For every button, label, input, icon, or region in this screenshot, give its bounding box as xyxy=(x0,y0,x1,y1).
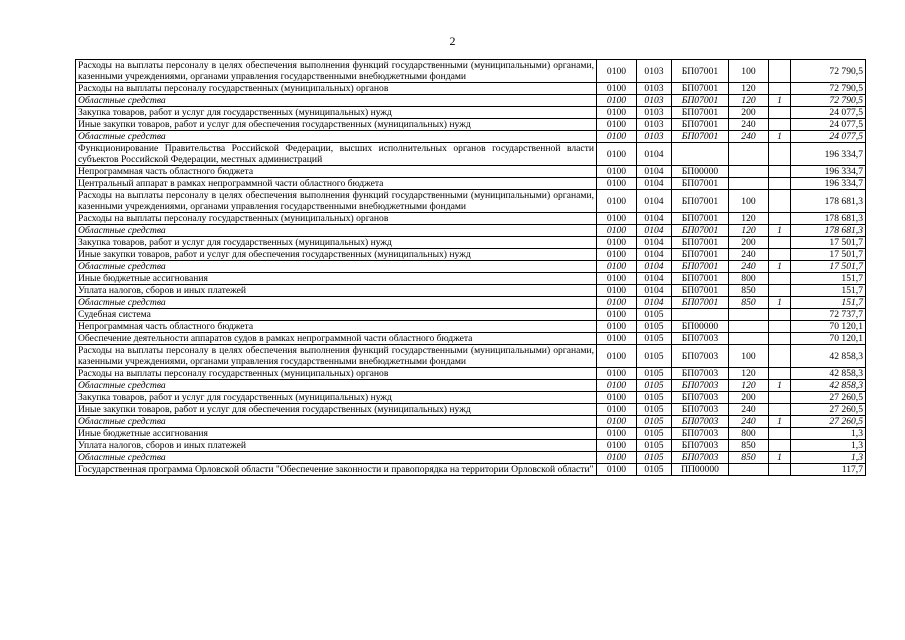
row-name-cell: Расходы на выплаты персоналу государственных (муниципальных) органов xyxy=(76,213,597,225)
row-amount-cell: 1,3 xyxy=(791,428,866,440)
table-row xyxy=(76,380,866,392)
row-section-cell: 0100 xyxy=(597,131,637,143)
row-section-cell: 0100 xyxy=(597,107,637,119)
row-funding-mark-cell xyxy=(769,166,791,178)
row-subsection-cell: 0105 xyxy=(637,452,672,464)
row-name-cell: Расходы на выплаты персоналу в целях обеспечения выполнения функций государственными (муниципальными) органами, казенными учреждениями, органами управления государственными внебюджетными фондами xyxy=(76,345,597,368)
row-section-cell: 0100 xyxy=(597,368,637,380)
row-amount-cell: 27 260,5 xyxy=(791,416,866,428)
row-amount-cell: 42 858,3 xyxy=(791,345,866,368)
row-subsection-cell: 0104 xyxy=(637,213,672,225)
row-subsection-cell: 0103 xyxy=(637,60,672,83)
row-expense-type-cell: 850 xyxy=(729,297,769,309)
row-expense-type-cell xyxy=(729,309,769,321)
row-name-cell: Иные закупки товаров, работ и услуг для обеспечения государственных (муниципальных) нужд xyxy=(76,404,597,416)
table-row xyxy=(76,416,866,428)
row-target-article-cell: БП07003 xyxy=(672,440,729,452)
row-name-cell: Непрограммная часть областного бюджета xyxy=(76,166,597,178)
row-name-cell: Государственная программа Орловской области "Обеспечение законности и правопорядка на территории Орловской области" xyxy=(76,464,597,476)
row-target-article-cell: БП07001 xyxy=(672,225,729,237)
row-funding-mark-cell xyxy=(769,190,791,213)
row-expense-type-cell: 240 xyxy=(729,416,769,428)
table-row xyxy=(76,249,866,261)
row-expense-type-cell: 800 xyxy=(729,273,769,285)
row-target-article-cell: БП07001 xyxy=(672,261,729,273)
row-amount-cell: 24 077,5 xyxy=(791,119,866,131)
table-row xyxy=(76,285,866,297)
row-section-cell: 0100 xyxy=(597,237,637,249)
row-name-cell: Областные средства xyxy=(76,416,597,428)
row-funding-mark-cell xyxy=(769,60,791,83)
row-expense-type-cell: 240 xyxy=(729,261,769,273)
row-amount-cell: 27 260,5 xyxy=(791,392,866,404)
row-section-cell: 0100 xyxy=(597,261,637,273)
row-section-cell: 0100 xyxy=(597,190,637,213)
row-target-article-cell xyxy=(672,143,729,166)
row-expense-type-cell xyxy=(729,464,769,476)
row-section-cell: 0100 xyxy=(597,404,637,416)
row-name-cell: Иные закупки товаров, работ и услуг для обеспечения государственных (муниципальных) нужд xyxy=(76,249,597,261)
row-section-cell: 0100 xyxy=(597,119,637,131)
row-subsection-cell: 0104 xyxy=(637,190,672,213)
row-name-cell: Областные средства xyxy=(76,261,597,273)
table-row xyxy=(76,404,866,416)
row-section-cell: 0100 xyxy=(597,464,637,476)
row-expense-type-cell: 120 xyxy=(729,368,769,380)
row-expense-type-cell: 850 xyxy=(729,285,769,297)
row-expense-type-cell: 240 xyxy=(729,249,769,261)
row-target-article-cell: БП07003 xyxy=(672,380,729,392)
page-number: 2 xyxy=(449,34,456,48)
row-section-cell: 0100 xyxy=(597,416,637,428)
table-row xyxy=(76,345,866,368)
row-expense-type-cell xyxy=(729,178,769,190)
row-name-cell: Закупка товаров, работ и услуг для государственных (муниципальных) нужд xyxy=(76,237,597,249)
row-amount-cell: 70 120,1 xyxy=(791,321,866,333)
row-name-cell: Иные закупки товаров, работ и услуг для обеспечения государственных (муниципальных) нужд xyxy=(76,119,597,131)
row-target-article-cell: БП07001 xyxy=(672,107,729,119)
row-name-cell: Иные бюджетные ассигнования xyxy=(76,428,597,440)
row-target-article-cell: БП07001 xyxy=(672,237,729,249)
table-row xyxy=(76,297,866,309)
row-section-cell: 0100 xyxy=(597,428,637,440)
row-section-cell: 0100 xyxy=(597,321,637,333)
row-section-cell: 0100 xyxy=(597,380,637,392)
table-row xyxy=(76,143,866,166)
row-funding-mark-cell: 1 xyxy=(769,380,791,392)
row-funding-mark-cell xyxy=(769,345,791,368)
row-subsection-cell: 0105 xyxy=(637,333,672,345)
budget-table-body xyxy=(76,60,866,476)
row-funding-mark-cell: 1 xyxy=(769,131,791,143)
budget-table xyxy=(75,59,866,476)
row-section-cell: 0100 xyxy=(597,225,637,237)
row-section-cell: 0100 xyxy=(597,440,637,452)
row-name-cell: Расходы на выплаты персоналу в целях обеспечения выполнения функций государственными (муниципальными) органами, казенными учреждениями, органами управления государственными внебюджетными фондами xyxy=(76,60,597,83)
row-amount-cell: 70 120,1 xyxy=(791,333,866,345)
table-row xyxy=(76,261,866,273)
row-amount-cell: 151,7 xyxy=(791,285,866,297)
row-subsection-cell: 0105 xyxy=(637,392,672,404)
table-row xyxy=(76,237,866,249)
row-name-cell: Расходы на выплаты персоналу государственных (муниципальных) органов xyxy=(76,83,597,95)
row-funding-mark-cell xyxy=(769,368,791,380)
row-funding-mark-cell: 1 xyxy=(769,297,791,309)
row-target-article-cell: БП07001 xyxy=(672,285,729,297)
row-name-cell: Расходы на выплаты персоналу государственных (муниципальных) органов xyxy=(76,368,597,380)
row-funding-mark-cell: 1 xyxy=(769,95,791,107)
row-target-article-cell: БП00000 xyxy=(672,166,729,178)
row-section-cell: 0100 xyxy=(597,83,637,95)
row-amount-cell: 42 858,3 xyxy=(791,368,866,380)
row-funding-mark-cell xyxy=(769,249,791,261)
row-target-article-cell: БП07003 xyxy=(672,416,729,428)
row-subsection-cell: 0104 xyxy=(637,143,672,166)
row-amount-cell: 72 737,7 xyxy=(791,309,866,321)
row-target-article-cell: БП07001 xyxy=(672,60,729,83)
row-expense-type-cell: 240 xyxy=(729,404,769,416)
row-amount-cell: 24 077,5 xyxy=(791,131,866,143)
row-name-cell: Закупка товаров, работ и услуг для государственных (муниципальных) нужд xyxy=(76,392,597,404)
row-target-article-cell: БП07003 xyxy=(672,368,729,380)
row-target-article-cell: БП07003 xyxy=(672,404,729,416)
row-subsection-cell: 0104 xyxy=(637,273,672,285)
row-expense-type-cell: 200 xyxy=(729,392,769,404)
row-funding-mark-cell xyxy=(769,107,791,119)
table-row xyxy=(76,464,866,476)
row-expense-type-cell: 120 xyxy=(729,95,769,107)
row-name-cell: Областные средства xyxy=(76,452,597,464)
row-subsection-cell: 0105 xyxy=(637,416,672,428)
row-name-cell: Судебная система xyxy=(76,309,597,321)
row-target-article-cell: БП07003 xyxy=(672,345,729,368)
row-funding-mark-cell xyxy=(769,285,791,297)
row-subsection-cell: 0105 xyxy=(637,309,672,321)
row-subsection-cell: 0104 xyxy=(637,261,672,273)
row-amount-cell: 196 334,7 xyxy=(791,166,866,178)
row-expense-type-cell: 800 xyxy=(729,428,769,440)
table-row xyxy=(76,452,866,464)
row-target-article-cell: БП07001 xyxy=(672,178,729,190)
row-amount-cell: 196 334,7 xyxy=(791,178,866,190)
row-section-cell: 0100 xyxy=(597,345,637,368)
row-target-article-cell: БП07001 xyxy=(672,83,729,95)
row-name-cell: Областные средства xyxy=(76,297,597,309)
row-funding-mark-cell xyxy=(769,440,791,452)
row-subsection-cell: 0104 xyxy=(637,249,672,261)
table-row xyxy=(76,83,866,95)
row-subsection-cell: 0103 xyxy=(637,119,672,131)
row-section-cell: 0100 xyxy=(597,249,637,261)
table-row xyxy=(76,309,866,321)
table-row xyxy=(76,119,866,131)
row-expense-type-cell xyxy=(729,333,769,345)
row-section-cell: 0100 xyxy=(597,285,637,297)
row-name-cell: Уплата налогов, сборов и иных платежей xyxy=(76,440,597,452)
row-expense-type-cell: 200 xyxy=(729,237,769,249)
row-section-cell: 0100 xyxy=(597,452,637,464)
row-funding-mark-cell: 1 xyxy=(769,261,791,273)
row-name-cell: Областные средства xyxy=(76,380,597,392)
row-subsection-cell: 0103 xyxy=(637,107,672,119)
row-subsection-cell: 0105 xyxy=(637,404,672,416)
table-row xyxy=(76,440,866,452)
row-amount-cell: 27 260,5 xyxy=(791,404,866,416)
row-name-cell: Непрограммная часть областного бюджета xyxy=(76,321,597,333)
row-name-cell: Обеспечение деятельности аппаратов судов в рамках непрограммной части областного бюджета xyxy=(76,333,597,345)
row-amount-cell: 17 501,7 xyxy=(791,237,866,249)
row-target-article-cell xyxy=(672,309,729,321)
row-amount-cell: 72 790,5 xyxy=(791,60,866,83)
row-funding-mark-cell xyxy=(769,273,791,285)
row-name-cell: Центральный аппарат в рамках непрограммной части областного бюджета xyxy=(76,178,597,190)
table-row xyxy=(76,273,866,285)
table-row xyxy=(76,60,866,83)
row-expense-type-cell: 240 xyxy=(729,131,769,143)
row-amount-cell: 151,7 xyxy=(791,297,866,309)
table-row xyxy=(76,178,866,190)
row-section-cell: 0100 xyxy=(597,213,637,225)
row-target-article-cell: ПП00000 xyxy=(672,464,729,476)
row-subsection-cell: 0103 xyxy=(637,83,672,95)
table-row xyxy=(76,392,866,404)
row-funding-mark-cell xyxy=(769,213,791,225)
row-funding-mark-cell: 1 xyxy=(769,416,791,428)
row-subsection-cell: 0104 xyxy=(637,237,672,249)
row-funding-mark-cell xyxy=(769,83,791,95)
row-section-cell: 0100 xyxy=(597,60,637,83)
row-amount-cell: 1,3 xyxy=(791,440,866,452)
row-subsection-cell: 0105 xyxy=(637,345,672,368)
row-amount-cell: 117,7 xyxy=(791,464,866,476)
row-section-cell: 0100 xyxy=(597,309,637,321)
row-subsection-cell: 0104 xyxy=(637,285,672,297)
row-section-cell: 0100 xyxy=(597,297,637,309)
row-expense-type-cell: 240 xyxy=(729,119,769,131)
row-expense-type-cell: 850 xyxy=(729,452,769,464)
row-subsection-cell: 0103 xyxy=(637,95,672,107)
row-expense-type-cell: 100 xyxy=(729,345,769,368)
row-amount-cell: 24 077,5 xyxy=(791,107,866,119)
row-expense-type-cell: 100 xyxy=(729,60,769,83)
row-target-article-cell: БП07001 xyxy=(672,249,729,261)
row-funding-mark-cell xyxy=(769,321,791,333)
row-funding-mark-cell xyxy=(769,178,791,190)
row-funding-mark-cell xyxy=(769,392,791,404)
row-target-article-cell: БП07003 xyxy=(672,428,729,440)
table-row xyxy=(76,368,866,380)
row-subsection-cell: 0105 xyxy=(637,321,672,333)
row-section-cell: 0100 xyxy=(597,143,637,166)
row-funding-mark-cell xyxy=(769,119,791,131)
row-funding-mark-cell xyxy=(769,333,791,345)
row-name-cell: Областные средства xyxy=(76,225,597,237)
row-subsection-cell: 0103 xyxy=(637,131,672,143)
row-amount-cell: 196 334,7 xyxy=(791,143,866,166)
row-target-article-cell: БП07001 xyxy=(672,131,729,143)
row-target-article-cell: БП07003 xyxy=(672,452,729,464)
row-section-cell: 0100 xyxy=(597,273,637,285)
row-target-article-cell: БП07001 xyxy=(672,297,729,309)
row-section-cell: 0100 xyxy=(597,95,637,107)
row-target-article-cell: БП07001 xyxy=(672,190,729,213)
row-amount-cell: 151,7 xyxy=(791,273,866,285)
row-name-cell: Иные бюджетные ассигнования xyxy=(76,273,597,285)
row-expense-type-cell: 120 xyxy=(729,380,769,392)
row-section-cell: 0100 xyxy=(597,178,637,190)
row-funding-mark-cell xyxy=(769,143,791,166)
row-name-cell: Закупка товаров, работ и услуг для государственных (муниципальных) нужд xyxy=(76,107,597,119)
row-target-article-cell: БП07001 xyxy=(672,95,729,107)
row-name-cell: Областные средства xyxy=(76,95,597,107)
table-row xyxy=(76,213,866,225)
row-target-article-cell: БП07003 xyxy=(672,392,729,404)
row-funding-mark-cell xyxy=(769,464,791,476)
row-subsection-cell: 0105 xyxy=(637,440,672,452)
row-subsection-cell: 0105 xyxy=(637,368,672,380)
row-subsection-cell: 0104 xyxy=(637,166,672,178)
row-target-article-cell: БП07001 xyxy=(672,273,729,285)
table-row xyxy=(76,428,866,440)
row-amount-cell: 17 501,7 xyxy=(791,261,866,273)
row-amount-cell: 17 501,7 xyxy=(791,249,866,261)
table-row xyxy=(76,225,866,237)
row-expense-type-cell xyxy=(729,166,769,178)
row-target-article-cell: БП07001 xyxy=(672,119,729,131)
row-amount-cell: 1,3 xyxy=(791,452,866,464)
row-expense-type-cell: 120 xyxy=(729,213,769,225)
row-amount-cell: 42 858,3 xyxy=(791,380,866,392)
table-row xyxy=(76,166,866,178)
row-subsection-cell: 0104 xyxy=(637,178,672,190)
row-expense-type-cell xyxy=(729,321,769,333)
table-row xyxy=(76,333,866,345)
row-funding-mark-cell: 1 xyxy=(769,225,791,237)
row-amount-cell: 178 681,3 xyxy=(791,190,866,213)
row-amount-cell: 178 681,3 xyxy=(791,225,866,237)
row-expense-type-cell: 850 xyxy=(729,440,769,452)
row-expense-type-cell: 120 xyxy=(729,83,769,95)
row-subsection-cell: 0104 xyxy=(637,297,672,309)
row-section-cell: 0100 xyxy=(597,333,637,345)
row-amount-cell: 72 790,5 xyxy=(791,83,866,95)
row-expense-type-cell: 200 xyxy=(729,107,769,119)
row-target-article-cell: БП07001 xyxy=(672,213,729,225)
row-subsection-cell: 0105 xyxy=(637,464,672,476)
row-name-cell: Областные средства xyxy=(76,131,597,143)
row-funding-mark-cell: 1 xyxy=(769,452,791,464)
table-row xyxy=(76,131,866,143)
table-row xyxy=(76,107,866,119)
row-name-cell: Функционирование Правительства Российской Федерации, высших исполнительных органов государственной власти субъектов Российской Федерации, местных администраций xyxy=(76,143,597,166)
table-row xyxy=(76,190,866,213)
row-funding-mark-cell xyxy=(769,428,791,440)
row-target-article-cell: БП07003 xyxy=(672,333,729,345)
row-expense-type-cell xyxy=(729,143,769,166)
row-funding-mark-cell xyxy=(769,404,791,416)
row-target-article-cell: БП00000 xyxy=(672,321,729,333)
row-subsection-cell: 0105 xyxy=(637,380,672,392)
row-name-cell: Расходы на выплаты персоналу в целях обеспечения выполнения функций государственными (муниципальными) органами, казенными учреждениями, органами управления государственными внебюджетными фондами xyxy=(76,190,597,213)
row-funding-mark-cell xyxy=(769,237,791,249)
row-amount-cell: 72 790,5 xyxy=(791,95,866,107)
row-name-cell: Уплата налогов, сборов и иных платежей xyxy=(76,285,597,297)
row-subsection-cell: 0104 xyxy=(637,225,672,237)
row-section-cell: 0100 xyxy=(597,166,637,178)
row-funding-mark-cell xyxy=(769,309,791,321)
row-expense-type-cell: 100 xyxy=(729,190,769,213)
table-row xyxy=(76,95,866,107)
row-expense-type-cell: 120 xyxy=(729,225,769,237)
row-subsection-cell: 0105 xyxy=(637,428,672,440)
table-row xyxy=(76,321,866,333)
row-section-cell: 0100 xyxy=(597,392,637,404)
row-amount-cell: 178 681,3 xyxy=(791,213,866,225)
